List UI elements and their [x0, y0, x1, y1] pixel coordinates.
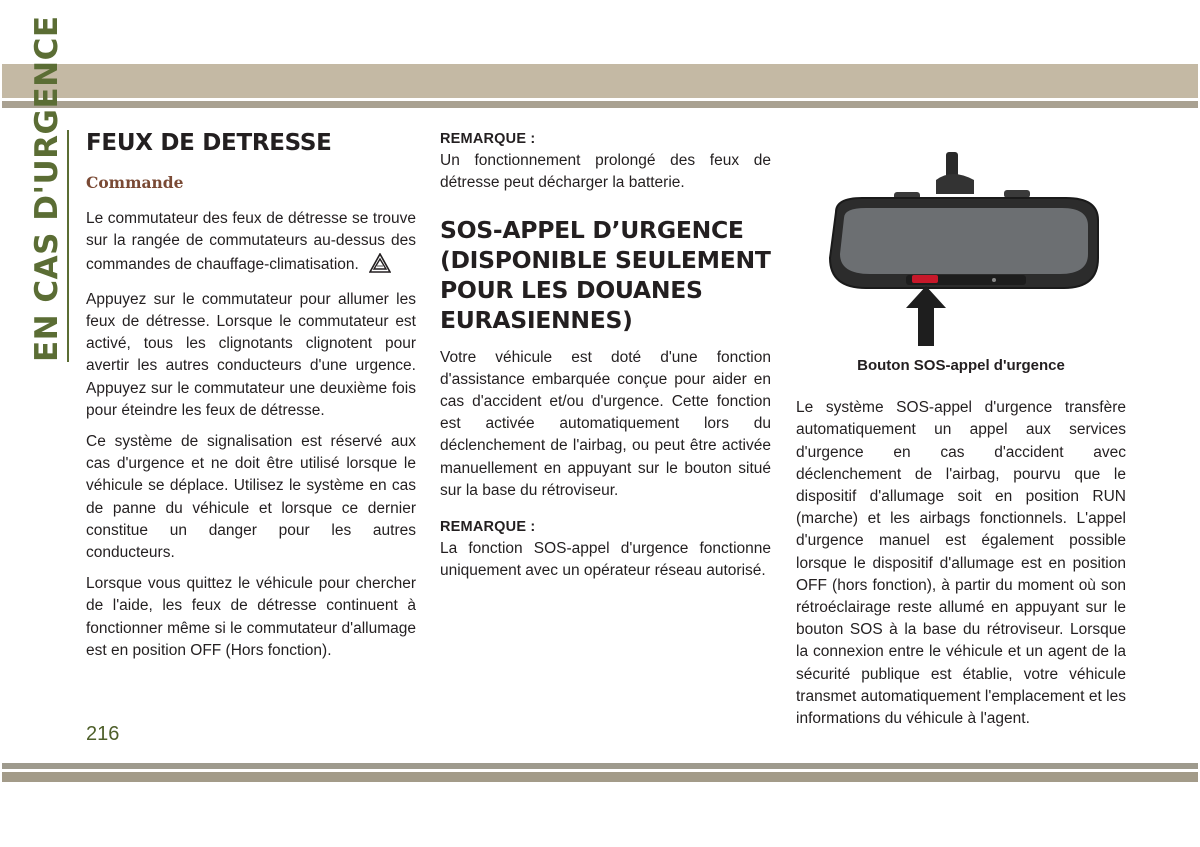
section-title-hazard-lights: FEUX DE DETRESSE [86, 130, 332, 156]
page-number: 216 [86, 723, 120, 745]
paragraph [86, 208, 416, 280]
header-band [2, 64, 1198, 98]
note-label: REMARQUE : [440, 519, 536, 536]
figure-caption: Bouton SOS-appel d'urgence [857, 357, 1065, 374]
footer-band [2, 772, 1198, 782]
section-title-sos-call: SOS-APPEL D’URGENCE (DISPONIBLE SEULEMENT POUR LES DOUANES EURASIENNES) [440, 215, 771, 334]
note-text: La fonction SOS-appel d'urgence fonctionne uniquement avec un opérateur réseau autorisé. [440, 540, 771, 580]
column-right [796, 150, 1126, 739]
paragraph: Appuyez sur le commutateur pour allumer les feux de détresse. Lorsque le commutateur est activé, tous les clignotants clignotent pour avertir les autres conducteurs d'une urgence. Appuyez sur le commutateur une deuxième fois pour éteindre les feux de détresse. [86, 290, 416, 419]
paragraph: Ce système de signalisation est réservé aux cas d'urgence et ne doit être utilisé lorsque le véhicule se déplace. Utilisez le système en cas de panne du véhicule et lorsque ce dernier constitue un danger pour les autres conducteurs. [86, 433, 416, 562]
note-label: REMARQUE : [440, 131, 536, 147]
section-subtitle-control: Commande [86, 173, 184, 192]
mirror-glass [840, 208, 1088, 274]
paragraph-text: Le commutateur des feux de détresse se trouve sur la rangée de commutateurs au-dessus des commandes de chauffage-climatisation. [86, 210, 416, 273]
footer-rule [2, 763, 1198, 769]
column-left [86, 128, 416, 671]
mirror-figure [796, 150, 1126, 350]
chapter-side-tab: EN CAS D'URGENCE [32, 15, 69, 362]
pointer-arrow-icon [906, 286, 946, 346]
paragraph: Le système SOS-appel d'urgence transfère automatiquement un appel aux services d'urgence en cas d'accident avec déclenchement de l'airbag, pourvu que le dispositif d'allumage soit en position RUN (marche) et les airbags fonctionnels. L'appel d'urgence manuel est également possible lorsque le dispositif d'allumage est en position OFF (hors fonction), à partir du moment où son rétroéclairage reste allumé en appuyant sur le bouton SOS à la base du rétroviseur. Lorsque la connexion entre le véhicule et un agent de la sécurité publique est établie, votre véhicule transmet automatiquement l'emplacement et les informations du véhicule à l'agent. [796, 399, 1126, 728]
sos-button [912, 275, 938, 283]
header-rule [2, 101, 1198, 108]
paragraph: Lorsque vous quittez le véhicule pour chercher de l'aide, les feux de détresse continuent à fonctionner même si le commutateur d'allumage est en position OFF (Hors fonction). [86, 575, 416, 659]
rearview-mirror-illustration [796, 150, 1126, 350]
column-middle [440, 128, 771, 592]
note-text: Un fonctionnement prolongé des feux de détresse peut décharger la batterie. [440, 152, 771, 192]
paragraph: Votre véhicule est doté d'une fonction d'assistance embarquée conçue pour aider en cas d'accident et/ou d'urgence. Cette fonction est activée automatiquement lors du déclenchement de l'airbag, ou peut être activée manuellement en appuyant sur le bouton situé sur la base du rétroviseur. [440, 348, 771, 499]
hazard-warning-icon [369, 253, 391, 280]
